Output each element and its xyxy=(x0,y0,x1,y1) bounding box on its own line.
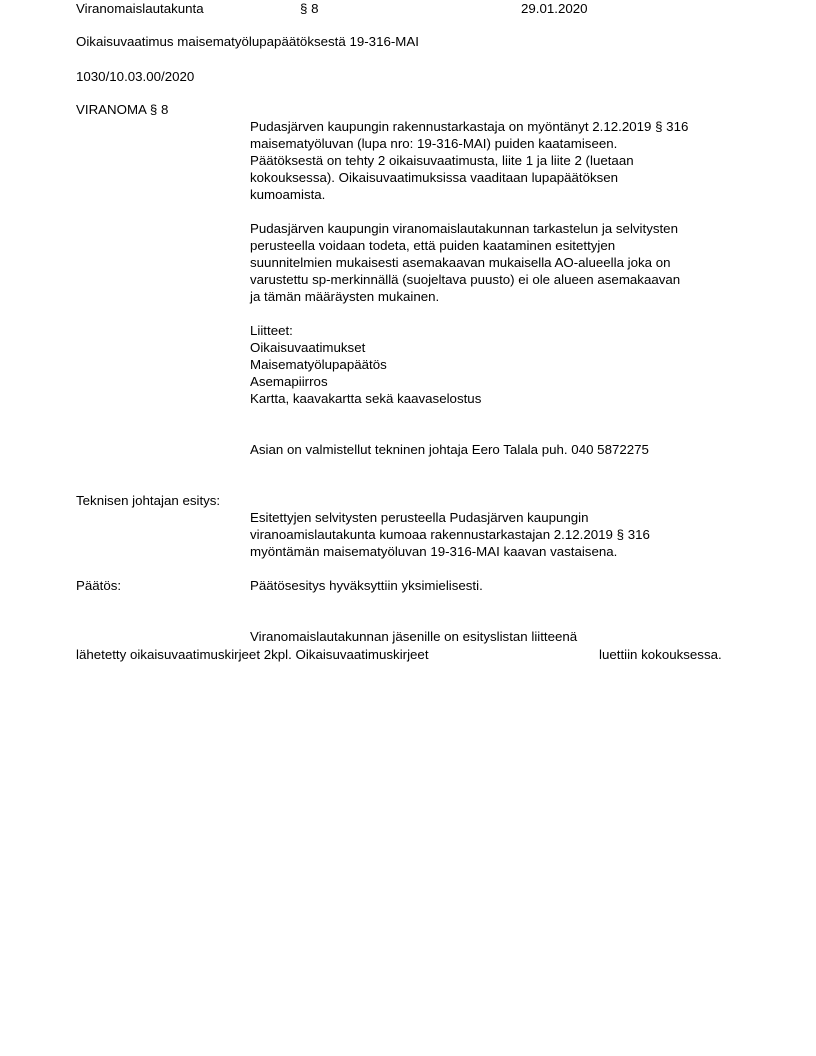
record-number: 1030/10.03.00/2020 xyxy=(76,69,195,84)
paragraph-line: kumoamista. xyxy=(250,187,326,202)
paragraph-2 xyxy=(250,220,750,305)
paragraph-line: suunnitelmien mukaisesti asemakaavan mukaisella AO-alueella joka on xyxy=(250,255,671,270)
paragraph-line: varustettu sp-merkinnällä (suojeltava puusto) ei ole alueen asemakaavan xyxy=(250,272,681,287)
paragraph-line: Pudasjärven kaupungin rakennustarkastaja on myöntänyt 2.12.2019 § 316 xyxy=(250,119,689,134)
decision-label: Päätös: xyxy=(76,578,122,593)
proposal-line: Esitettyjen selvitysten perusteella Pudasjärven kaupungin xyxy=(250,510,589,525)
attachment-item: Asemapiirros xyxy=(250,374,328,389)
footer-note-line-1: Viranomaislautakunnan jäsenille on esityslistan liitteenä xyxy=(250,629,578,644)
header-section: § 8 xyxy=(300,1,319,16)
proposal-line: myöntämän maisematyöluvan 19-316-MAI kaavan vastaisena. xyxy=(250,544,618,559)
paragraph-line: perusteella voidaan todeta, että puiden kaataminen esitettyjen xyxy=(250,238,616,253)
spacer xyxy=(250,305,750,322)
document-title: Oikaisuvaatimus maisematyölupapäätöksestä 19-316-MAI xyxy=(76,34,419,49)
paragraph-line: Pudasjärven kaupungin viranomaislautakunnan tarkastelun ja selvitysten xyxy=(250,221,678,236)
proposal-text xyxy=(250,509,750,560)
header-organization: Viranomaislautakunta xyxy=(76,1,204,16)
attachment-item: Kartta, kaavakartta sekä kaavaselostus xyxy=(250,391,482,406)
attachments-heading: Liitteet: xyxy=(250,323,293,338)
proposal-line: viranoamislautakunta kumoaa rakennustarkastajan 2.12.2019 § 316 xyxy=(250,527,650,542)
footer-note-line-2-right: luettiin kokouksessa. xyxy=(599,647,722,662)
spacer xyxy=(250,203,750,220)
proposal-label: Teknisen johtajan esitys: xyxy=(76,493,221,508)
spacer xyxy=(250,407,750,424)
paragraph-line: maisematyöluvan (lupa nro: 19-316-MAI) puiden kaatamiseen. xyxy=(250,136,618,151)
spacer xyxy=(250,424,750,441)
header-date: 29.01.2020 xyxy=(521,1,588,16)
attachments-list xyxy=(250,322,750,407)
decision-text: Päätösesitys hyväksyttiin yksimielisesti. xyxy=(250,578,483,593)
paragraph-line: ja tämän määräysten mukainen. xyxy=(250,289,440,304)
paragraph-line: Päätöksestä on tehty 2 oikaisuvaatimusta, liite 1 ja liite 2 (luetaan xyxy=(250,153,634,168)
authority-label: VIRANOMA § 8 xyxy=(76,102,169,117)
preparer-line: Asian on valmistellut tekninen johtaja Eero Talala puh. 040 5872275 xyxy=(250,442,649,457)
paragraph-line: kokouksessa). Oikaisuvaatimuksissa vaaditaan lupapäätöksen xyxy=(250,170,619,185)
footer-note-line-2-left: lähetetty oikaisuvaatimuskirjeet 2kpl. Oikaisuvaatimuskirjeet xyxy=(76,647,429,662)
attachment-item: Maisematyölupapäätös xyxy=(250,357,387,372)
paragraph-1 xyxy=(250,118,750,203)
body-section xyxy=(250,118,750,458)
attachment-item: Oikaisuvaatimukset xyxy=(250,340,366,355)
